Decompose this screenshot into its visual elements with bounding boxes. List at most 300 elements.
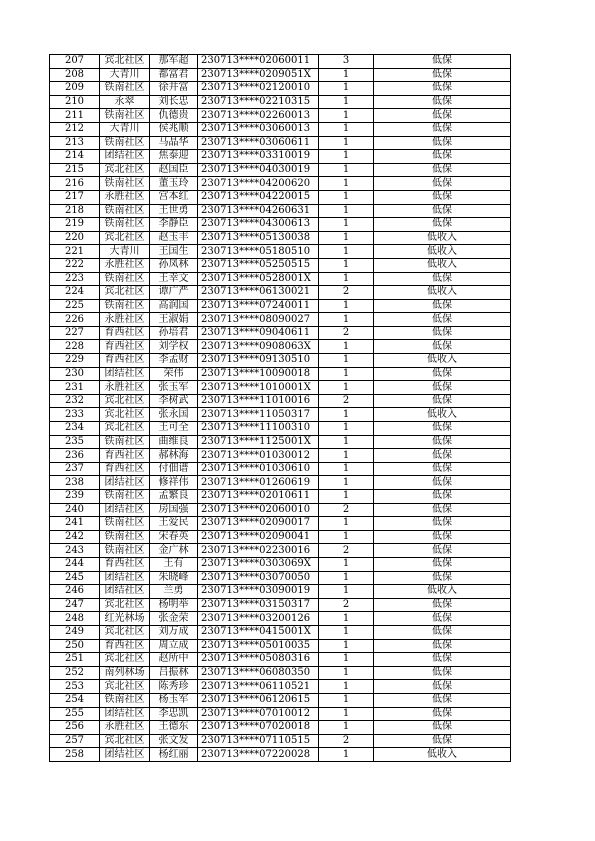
community-cell: 铁南社区	[100, 435, 150, 449]
name-cell: 李树武	[150, 394, 198, 408]
household-count-cell: 2	[319, 394, 374, 408]
community-cell: 大青川	[100, 245, 150, 259]
table-body	[50, 55, 511, 762]
name-cell: 王德东	[150, 721, 198, 735]
assistance-type-cell: 低收入	[374, 748, 511, 762]
row-number: 221	[50, 245, 100, 259]
name-cell: 荣伟	[150, 367, 198, 381]
community-cell: 宾北社区	[100, 680, 150, 694]
id-number-cell: 230713****04030019	[198, 163, 319, 177]
name-cell: 赵所中	[150, 653, 198, 667]
household-count-cell: 1	[319, 490, 374, 504]
name-cell: 侯兆顺	[150, 122, 198, 136]
assistance-type-cell: 低保	[374, 381, 511, 395]
assistance-type-cell: 低保	[374, 530, 511, 544]
table-row	[50, 82, 511, 96]
household-count-cell: 1	[319, 354, 374, 368]
community-cell: 宾北社区	[100, 598, 150, 612]
name-cell: 修祥伟	[150, 476, 198, 490]
assistance-type-cell: 低保	[374, 163, 511, 177]
household-count-cell: 1	[319, 258, 374, 272]
name-cell: 宫本红	[150, 190, 198, 204]
assistance-type-cell: 低保	[374, 476, 511, 490]
id-number-cell: 230713****08090027	[198, 313, 319, 327]
assistance-type-cell: 低保	[374, 625, 511, 639]
table-row	[50, 544, 511, 558]
row-number: 258	[50, 748, 100, 762]
row-number: 237	[50, 462, 100, 476]
table-row	[50, 639, 511, 653]
assistance-type-cell: 低保	[374, 326, 511, 340]
household-count-cell: 1	[319, 367, 374, 381]
id-number-cell: 230713****05010035	[198, 639, 319, 653]
community-cell: 铁南社区	[100, 109, 150, 123]
table-row	[50, 313, 511, 327]
id-number-cell: 230713****03070050	[198, 571, 319, 585]
assistance-type-cell: 低保	[374, 177, 511, 191]
household-count-cell: 1	[319, 313, 374, 327]
row-number: 211	[50, 109, 100, 123]
name-cell: 谭广严	[150, 286, 198, 300]
assistance-type-cell: 低保	[374, 272, 511, 286]
community-cell: 团结社区	[100, 150, 150, 164]
id-number-cell: 230713****03310019	[198, 150, 319, 164]
table-row	[50, 734, 511, 748]
row-number: 255	[50, 707, 100, 721]
row-number: 226	[50, 313, 100, 327]
row-number: 256	[50, 721, 100, 735]
name-cell: 宋春英	[150, 530, 198, 544]
household-count-cell: 1	[319, 272, 374, 286]
table-row	[50, 122, 511, 136]
household-count-cell: 1	[319, 585, 374, 599]
community-cell: 永翠	[100, 95, 150, 109]
id-number-cell: 230713****05180510	[198, 245, 319, 259]
table-row	[50, 204, 511, 218]
household-count-cell: 1	[319, 408, 374, 422]
assistance-type-cell: 低保	[374, 571, 511, 585]
name-cell: 孟繁良	[150, 490, 198, 504]
id-number-cell: 230713****06130021	[198, 286, 319, 300]
table-row	[50, 653, 511, 667]
name-cell: 陈秀珍	[150, 680, 198, 694]
name-cell: 王幸文	[150, 272, 198, 286]
name-cell: 赵玉丰	[150, 231, 198, 245]
community-cell: 团结社区	[100, 503, 150, 517]
name-cell: 王有	[150, 557, 198, 571]
id-number-cell: 230713****0908063X	[198, 340, 319, 354]
table-row	[50, 136, 511, 150]
community-cell: 团结社区	[100, 571, 150, 585]
community-cell: 宾北社区	[100, 55, 150, 69]
assistance-type-cell: 低保	[374, 557, 511, 571]
name-cell: 都富君	[150, 68, 198, 82]
table-row	[50, 258, 511, 272]
community-cell: 育西社区	[100, 557, 150, 571]
table-row	[50, 340, 511, 354]
table-row	[50, 666, 511, 680]
row-number: 218	[50, 204, 100, 218]
table-row	[50, 190, 511, 204]
name-cell: 王可全	[150, 422, 198, 436]
community-cell: 铁南社区	[100, 272, 150, 286]
row-number: 248	[50, 612, 100, 626]
household-count-cell: 1	[319, 190, 374, 204]
name-cell: 金广林	[150, 544, 198, 558]
community-cell: 红光林场	[100, 612, 150, 626]
community-cell: 铁南社区	[100, 136, 150, 150]
table-row	[50, 231, 511, 245]
community-cell: 团结社区	[100, 707, 150, 721]
row-number: 240	[50, 503, 100, 517]
household-count-cell: 1	[319, 381, 374, 395]
row-number: 235	[50, 435, 100, 449]
id-number-cell: 230713****1125001X	[198, 435, 319, 449]
row-number: 231	[50, 381, 100, 395]
row-number: 213	[50, 136, 100, 150]
assistance-type-cell: 低保	[374, 109, 511, 123]
id-number-cell: 230713****1010001X	[198, 381, 319, 395]
row-number: 232	[50, 394, 100, 408]
assistance-type-cell: 低收入	[374, 258, 511, 272]
household-count-cell: 1	[319, 122, 374, 136]
name-cell: 王国生	[150, 245, 198, 259]
row-number: 242	[50, 530, 100, 544]
table-row	[50, 435, 511, 449]
recipient-table	[49, 54, 511, 762]
id-number-cell: 230713****02060010	[198, 503, 319, 517]
assistance-type-cell: 低保	[374, 693, 511, 707]
assistance-type-cell: 低保	[374, 299, 511, 313]
id-number-cell: 230713****04220015	[198, 190, 319, 204]
id-number-cell: 230713****04200620	[198, 177, 319, 191]
name-cell: 王爱民	[150, 517, 198, 531]
id-number-cell: 230713****02060011	[198, 55, 319, 69]
id-number-cell: 230713****10090018	[198, 367, 319, 381]
name-cell: 王世勇	[150, 204, 198, 218]
table-row	[50, 503, 511, 517]
household-count-cell: 1	[319, 449, 374, 463]
name-cell: 张玉军	[150, 381, 198, 395]
name-cell: 孙凤林	[150, 258, 198, 272]
table-row	[50, 571, 511, 585]
community-cell: 铁南社区	[100, 517, 150, 531]
row-number: 220	[50, 231, 100, 245]
assistance-type-cell: 低保	[374, 462, 511, 476]
name-cell: 刘长忠	[150, 95, 198, 109]
household-count-cell: 1	[319, 422, 374, 436]
row-number: 249	[50, 625, 100, 639]
assistance-type-cell: 低保	[374, 422, 511, 436]
row-number: 229	[50, 354, 100, 368]
community-cell: 铁南社区	[100, 530, 150, 544]
table-row	[50, 354, 511, 368]
id-number-cell: 230713****09130510	[198, 354, 319, 368]
household-count-cell: 1	[319, 231, 374, 245]
table-row	[50, 326, 511, 340]
name-cell: 王淑娟	[150, 313, 198, 327]
id-number-cell: 230713****02210315	[198, 95, 319, 109]
id-number-cell: 230713****02230016	[198, 544, 319, 558]
name-cell: 刘万成	[150, 625, 198, 639]
id-number-cell: 230713****07020018	[198, 721, 319, 735]
household-count-cell: 1	[319, 435, 374, 449]
assistance-type-cell: 低收入	[374, 408, 511, 422]
id-number-cell: 230713****11010016	[198, 394, 319, 408]
community-cell: 永胜社区	[100, 258, 150, 272]
community-cell: 南列林场	[100, 666, 150, 680]
name-cell: 郝林海	[150, 449, 198, 463]
household-count-cell: 1	[319, 748, 374, 762]
household-count-cell: 2	[319, 326, 374, 340]
household-count-cell: 1	[319, 530, 374, 544]
household-count-cell: 1	[319, 204, 374, 218]
assistance-type-cell: 低保	[374, 435, 511, 449]
table-row	[50, 490, 511, 504]
community-cell: 育西社区	[100, 340, 150, 354]
community-cell: 育西社区	[100, 639, 150, 653]
assistance-type-cell: 低保	[374, 95, 511, 109]
name-cell: 李静臣	[150, 218, 198, 232]
community-cell: 育西社区	[100, 449, 150, 463]
row-number: 253	[50, 680, 100, 694]
row-number: 210	[50, 95, 100, 109]
household-count-cell: 1	[319, 517, 374, 531]
community-cell: 铁南社区	[100, 218, 150, 232]
table-row	[50, 517, 511, 531]
table-row	[50, 408, 511, 422]
table-row	[50, 163, 511, 177]
table-row	[50, 721, 511, 735]
row-number: 224	[50, 286, 100, 300]
household-count-cell: 1	[319, 476, 374, 490]
name-cell: 房国强	[150, 503, 198, 517]
row-number: 238	[50, 476, 100, 490]
assistance-type-cell: 低保	[374, 666, 511, 680]
row-number: 225	[50, 299, 100, 313]
assistance-type-cell: 低保	[374, 449, 511, 463]
household-count-cell: 1	[319, 245, 374, 259]
row-number: 252	[50, 666, 100, 680]
id-number-cell: 230713****01030012	[198, 449, 319, 463]
community-cell: 宾北社区	[100, 231, 150, 245]
row-number: 257	[50, 734, 100, 748]
name-cell: 仇德贵	[150, 109, 198, 123]
name-cell: 赵国臣	[150, 163, 198, 177]
table-row	[50, 707, 511, 721]
community-cell: 宾北社区	[100, 163, 150, 177]
name-cell: 刘学权	[150, 340, 198, 354]
id-number-cell: 230713****06080350	[198, 666, 319, 680]
assistance-type-cell: 低收入	[374, 354, 511, 368]
assistance-type-cell: 低保	[374, 313, 511, 327]
community-cell: 永胜社区	[100, 190, 150, 204]
id-number-cell: 230713****04260631	[198, 204, 319, 218]
community-cell: 团结社区	[100, 585, 150, 599]
table-row	[50, 150, 511, 164]
assistance-type-cell: 低保	[374, 68, 511, 82]
id-number-cell: 230713****01260619	[198, 476, 319, 490]
row-number: 241	[50, 517, 100, 531]
community-cell: 团结社区	[100, 748, 150, 762]
table-row	[50, 381, 511, 395]
name-cell: 那军超	[150, 55, 198, 69]
assistance-type-cell: 低保	[374, 707, 511, 721]
table-row	[50, 95, 511, 109]
id-number-cell: 230713****03200126	[198, 612, 319, 626]
community-cell: 铁南社区	[100, 177, 150, 191]
id-number-cell: 230713****11050317	[198, 408, 319, 422]
household-count-cell: 1	[319, 557, 374, 571]
id-number-cell: 230713****05250515	[198, 258, 319, 272]
assistance-type-cell: 低保	[374, 734, 511, 748]
name-cell: 周立成	[150, 639, 198, 653]
id-number-cell: 230713****02260013	[198, 109, 319, 123]
assistance-type-cell: 低保	[374, 598, 511, 612]
community-cell: 宾北社区	[100, 734, 150, 748]
table-row	[50, 367, 511, 381]
table-row	[50, 748, 511, 762]
name-cell: 焦泰迎	[150, 150, 198, 164]
household-count-cell: 1	[319, 82, 374, 96]
community-cell: 铁南社区	[100, 204, 150, 218]
row-number: 208	[50, 68, 100, 82]
name-cell: 张永国	[150, 408, 198, 422]
community-cell: 团结社区	[100, 367, 150, 381]
table-row	[50, 557, 511, 571]
assistance-type-cell: 低保	[374, 150, 511, 164]
household-count-cell: 1	[319, 163, 374, 177]
id-number-cell: 230713****03150317	[198, 598, 319, 612]
id-number-cell: 230713****07010012	[198, 707, 319, 721]
household-count-cell: 1	[319, 109, 374, 123]
row-number: 214	[50, 150, 100, 164]
table-row	[50, 462, 511, 476]
household-count-cell: 1	[319, 666, 374, 680]
table-row	[50, 422, 511, 436]
assistance-type-cell: 低保	[374, 394, 511, 408]
community-cell: 育西社区	[100, 462, 150, 476]
community-cell: 宾北社区	[100, 653, 150, 667]
id-number-cell: 230713****06120615	[198, 693, 319, 707]
row-number: 251	[50, 653, 100, 667]
name-cell: 吕振林	[150, 666, 198, 680]
assistance-type-cell: 低保	[374, 544, 511, 558]
assistance-type-cell: 低保	[374, 82, 511, 96]
name-cell: 杨红丽	[150, 748, 198, 762]
household-count-cell: 1	[319, 625, 374, 639]
name-cell: 李孟财	[150, 354, 198, 368]
assistance-type-cell: 低保	[374, 503, 511, 517]
community-cell: 永胜社区	[100, 313, 150, 327]
household-count-cell: 1	[319, 653, 374, 667]
assistance-type-cell: 低保	[374, 680, 511, 694]
table-row	[50, 680, 511, 694]
id-number-cell: 230713****06110521	[198, 680, 319, 694]
row-number: 244	[50, 557, 100, 571]
name-cell: 李忠凯	[150, 707, 198, 721]
id-number-cell: 230713****07110515	[198, 734, 319, 748]
household-count-cell: 2	[319, 286, 374, 300]
table-row	[50, 68, 511, 82]
community-cell: 铁南社区	[100, 490, 150, 504]
community-cell: 永胜社区	[100, 721, 150, 735]
community-cell: 育西社区	[100, 326, 150, 340]
table-row	[50, 693, 511, 707]
id-number-cell: 230713****0209051X	[198, 68, 319, 82]
row-number: 233	[50, 408, 100, 422]
row-number: 239	[50, 490, 100, 504]
household-count-cell: 2	[319, 503, 374, 517]
assistance-type-cell: 低收入	[374, 286, 511, 300]
assistance-type-cell: 低保	[374, 653, 511, 667]
name-cell: 杨明举	[150, 598, 198, 612]
name-cell: 孙培君	[150, 326, 198, 340]
table-row	[50, 218, 511, 232]
table-row	[50, 476, 511, 490]
household-count-cell: 1	[319, 150, 374, 164]
assistance-type-cell: 低保	[374, 340, 511, 354]
id-number-cell: 230713****0303069X	[198, 557, 319, 571]
id-number-cell: 230713****02010611	[198, 490, 319, 504]
id-number-cell: 230713****02120010	[198, 82, 319, 96]
household-count-cell: 2	[319, 734, 374, 748]
id-number-cell: 230713****03090019	[198, 585, 319, 599]
row-number: 212	[50, 122, 100, 136]
assistance-type-cell: 低保	[374, 639, 511, 653]
row-number: 230	[50, 367, 100, 381]
assistance-type-cell: 低保	[374, 721, 511, 735]
community-cell: 宾北社区	[100, 408, 150, 422]
household-count-cell: 1	[319, 136, 374, 150]
id-number-cell: 230713****05130038	[198, 231, 319, 245]
name-cell: 杨玉军	[150, 693, 198, 707]
assistance-type-cell: 低收入	[374, 245, 511, 259]
row-number: 216	[50, 177, 100, 191]
table-row	[50, 625, 511, 639]
table-row	[50, 612, 511, 626]
table-row	[50, 530, 511, 544]
id-number-cell: 230713****0415001X	[198, 625, 319, 639]
assistance-type-cell: 低保	[374, 612, 511, 626]
id-number-cell: 230713****0528001X	[198, 272, 319, 286]
assistance-type-cell: 低保	[374, 367, 511, 381]
assistance-type-cell: 低收入	[374, 231, 511, 245]
community-cell: 大青川	[100, 122, 150, 136]
community-cell: 宾北社区	[100, 394, 150, 408]
row-number: 245	[50, 571, 100, 585]
community-cell: 永胜社区	[100, 381, 150, 395]
household-count-cell: 2	[319, 598, 374, 612]
table-row	[50, 109, 511, 123]
row-number: 236	[50, 449, 100, 463]
assistance-type-cell: 低收入	[374, 585, 511, 599]
assistance-type-cell: 低保	[374, 190, 511, 204]
community-cell: 铁南社区	[100, 299, 150, 313]
household-count-cell: 1	[319, 612, 374, 626]
table-row	[50, 272, 511, 286]
row-number: 234	[50, 422, 100, 436]
community-cell: 宾北社区	[100, 286, 150, 300]
table-row	[50, 286, 511, 300]
row-number: 243	[50, 544, 100, 558]
id-number-cell: 230713****05080316	[198, 653, 319, 667]
row-number: 209	[50, 82, 100, 96]
table-row	[50, 598, 511, 612]
row-number: 254	[50, 693, 100, 707]
household-count-cell: 2	[319, 544, 374, 558]
community-cell: 铁南社区	[100, 693, 150, 707]
